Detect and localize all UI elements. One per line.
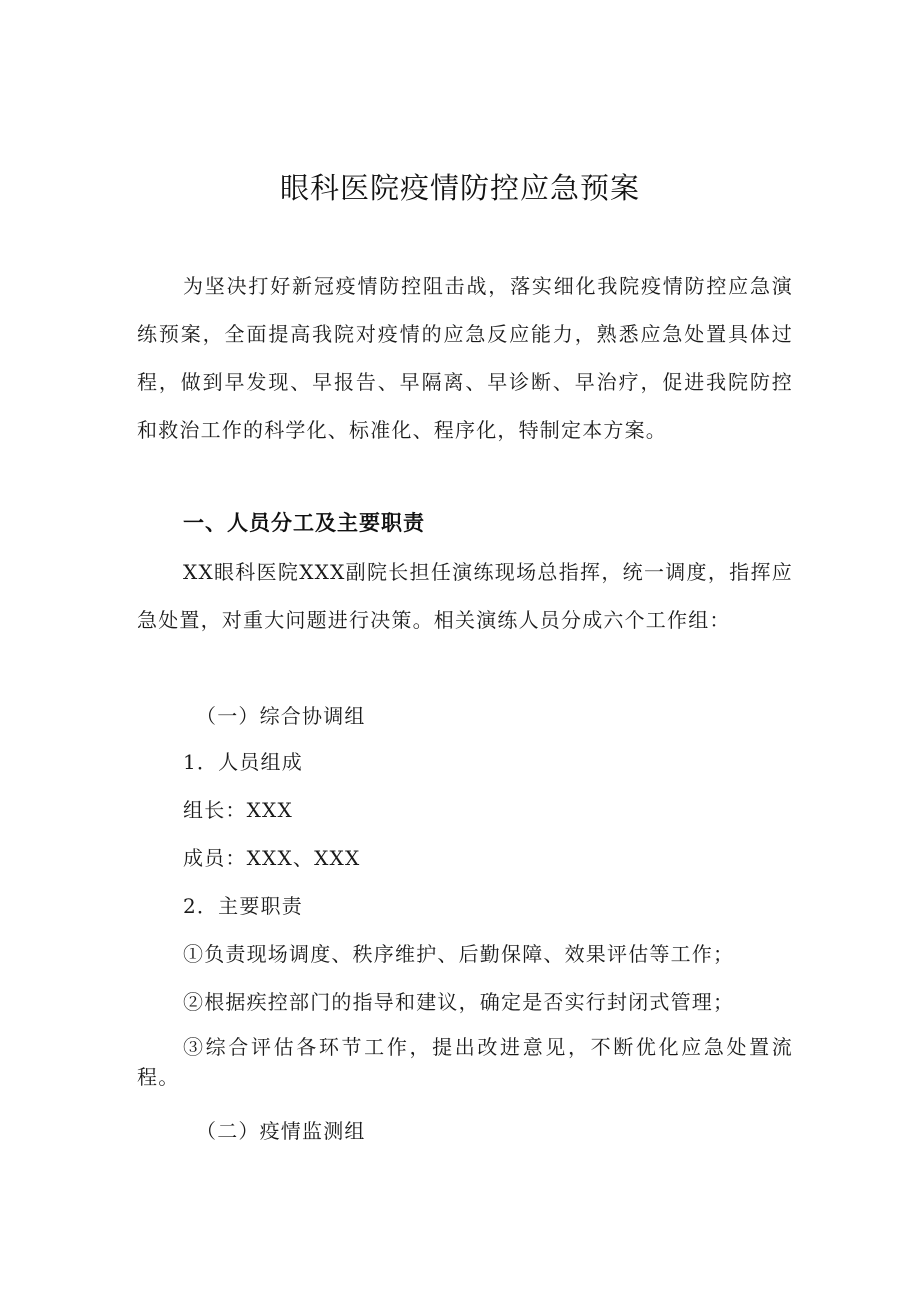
item2-title: 2．主要职责 bbox=[183, 894, 303, 918]
members-line: 成员：XXX、XXX bbox=[183, 846, 361, 870]
duty-item-2: ②根据疾控部门的指导和建议，确定是否实行封闭式管理； bbox=[183, 990, 735, 1014]
leader-line: 组长：XXX bbox=[183, 798, 293, 822]
section1-paragraph: XX眼科医院XXX副院长担任演练现场总指挥，统一调度，指挥应急处置，对重大问题进行决策。相关演练人员分成六个工作组： bbox=[137, 560, 793, 632]
duty-item-3: ③综合评估各环节工作，提出改进意见，不断优化应急处置流程。 bbox=[137, 1035, 793, 1089]
intro-paragraph: 为坚决打好新冠疫情防控阻击战，落实细化我院疫情防控应急演练预案，全面提高我院对疫情的应急反应能力，熟悉应急处置具体过程，做到早发现、早报告、早隔离、早诊断、早治疗，促进我院防控和救治工作的科学化、标准化、程序化，特制定本方案。 bbox=[137, 274, 793, 442]
group1-title: （一）综合协调组 bbox=[196, 704, 366, 728]
section-heading-personnel: 一、人员分工及主要职责 bbox=[183, 511, 425, 535]
group2-title: （二）疫情监测组 bbox=[196, 1119, 366, 1143]
duty-item-1: ①负责现场调度、秩序维护、后勤保障、效果评估等工作； bbox=[183, 942, 735, 966]
document-title: 眼科医院疫情防控应急预案 bbox=[279, 171, 640, 205]
item1-title: 1．人员组成 bbox=[183, 750, 303, 774]
